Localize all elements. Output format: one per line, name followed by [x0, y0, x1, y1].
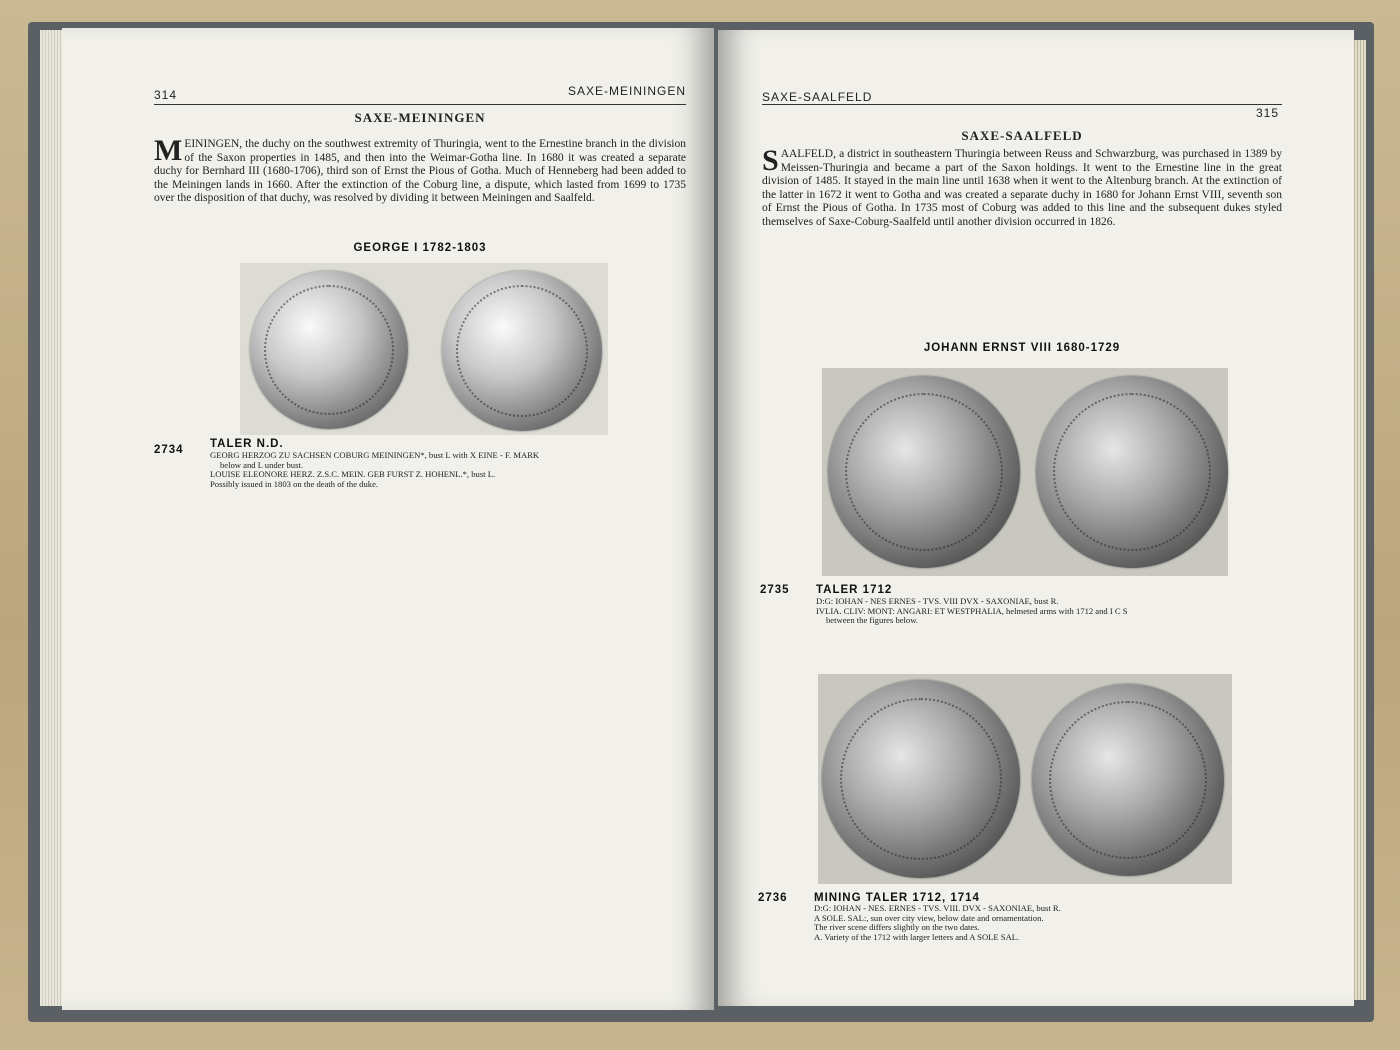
reign-heading: JOHANN ERNST VIII 1680-1729: [923, 342, 1121, 354]
drop-cap: S: [762, 144, 779, 177]
intro-text: AALFELD, a district in southeastern Thuringia between Reuss and Schwarzburg, was purchased in 1389 by Meissen-Thuringia and became a part of the Saxon holdings. It went to the Ernestine line in the great division of 1485. It stayed in the main line until 1638 when it went to the Altenburg branch. At the extinction of the latter in 1672 it went to Gotha and was created a separate duchy in 1680 for Johann Ernst VIII, seventh son of Ernst the Pious of Gotha. In 1735 most of Coburg was added to this line and the subsequent dukes styled themselves of Saxe-Coburg-Saalfeld until another division occurred in 1826.: [762, 148, 1282, 228]
coin-plate-2735: [822, 368, 1228, 576]
intro-paragraph: [154, 134, 686, 206]
description-line: A. Variety of the 1712 with larger letters and A SOLE SAL.: [814, 931, 1020, 942]
page-number: 315: [1256, 106, 1280, 120]
drop-cap: M: [154, 134, 183, 167]
coin-reverse-image: [442, 271, 602, 431]
catalog-number: 2735: [760, 584, 790, 596]
right-page-edges: [1352, 40, 1366, 1000]
reign-heading: GEORGE I 1782-1803: [353, 242, 487, 254]
catalog-title: MINING TALER 1712, 1714: [814, 892, 980, 904]
catalog-description: [210, 451, 700, 489]
description-line: The river scene differs slightly on the two dates.: [814, 922, 980, 933]
right-page: [718, 30, 1354, 1006]
coin-reverse-image: [1032, 684, 1224, 876]
left-page: [62, 28, 714, 1010]
header-rule: [762, 104, 1282, 105]
catalog-description: [816, 597, 1296, 626]
coin-obverse-image: [828, 376, 1020, 568]
coin-plate-2736: [818, 674, 1232, 884]
intro-paragraph: [762, 144, 1282, 230]
description-line: between the figures below.: [826, 615, 919, 626]
catalog-number: 2734: [154, 444, 184, 456]
catalog-number: 2736: [758, 892, 788, 904]
running-head: SAXE-MEININGEN: [568, 84, 687, 98]
header-rule: [154, 104, 686, 105]
description-line: below and L under bust.: [220, 459, 303, 470]
catalog-description: [814, 904, 1294, 942]
catalog-title: TALER N.D.: [210, 438, 284, 450]
coin-reverse-image: [1036, 376, 1228, 568]
coin-obverse-image: [822, 680, 1020, 878]
description-line: IVLIA. CLIV: MONT: ANGARI: ET WESTPHALIA, helmeted arms with 1712 and I C S: [816, 605, 1128, 616]
section-title: SAXE-SAALFELD: [961, 128, 1083, 143]
intro-text: EININGEN, the duchy on the southwest extremity of Thuringia, went to the Ernestine branch in the division of the Saxon properties in 1485, and then into the Weimar-Gotha line. In 1680 it was created a separate duchy for Bernhard III (1680-1706), third son of Ernst the Pious of Gotha. Much of Henneberg had been added to the Meiningen lands in 1660. After the extinction of the Coburg line, a dispute, which lasted from 1699 to 1735 over the disposition of that duchy, was resolved by dividing it between Meiningen and Saalfeld.: [154, 138, 686, 205]
description-line: GEORG HERZOG ZU SACHSEN COBURG MEININGEN*, bust L with X EINE - F. MARK: [210, 450, 540, 460]
description-line: D:G: IOHAN - NES. ERNES - TVS. VIII. DVX - SAXONIAE, bust R.: [814, 903, 1061, 913]
section-title: SAXE-MEININGEN: [354, 110, 486, 125]
coin-obverse-image: [250, 271, 408, 429]
description-line: Possibly issued in 1803 on the death of the duke.: [210, 478, 379, 489]
catalog-title: TALER 1712: [816, 584, 893, 596]
description-line: D:G: IOHAN - NES ERNES - TVS. VIII DVX - SAXONIAE, bust R.: [816, 596, 1059, 606]
page-number: 314: [154, 88, 178, 102]
description-line: LOUISE ELEONORE HERZ. Z.S.C. MEIN. GEB FURST Z. HOHENL.*, bust L.: [210, 469, 496, 480]
description-line: A SOLE. SAL:, sun over city view, below date and ornamentation.: [814, 912, 1044, 923]
left-page-edges: [40, 30, 64, 1006]
coin-plate-2734: [240, 263, 608, 435]
running-head: SAXE-SAALFELD: [762, 90, 873, 104]
